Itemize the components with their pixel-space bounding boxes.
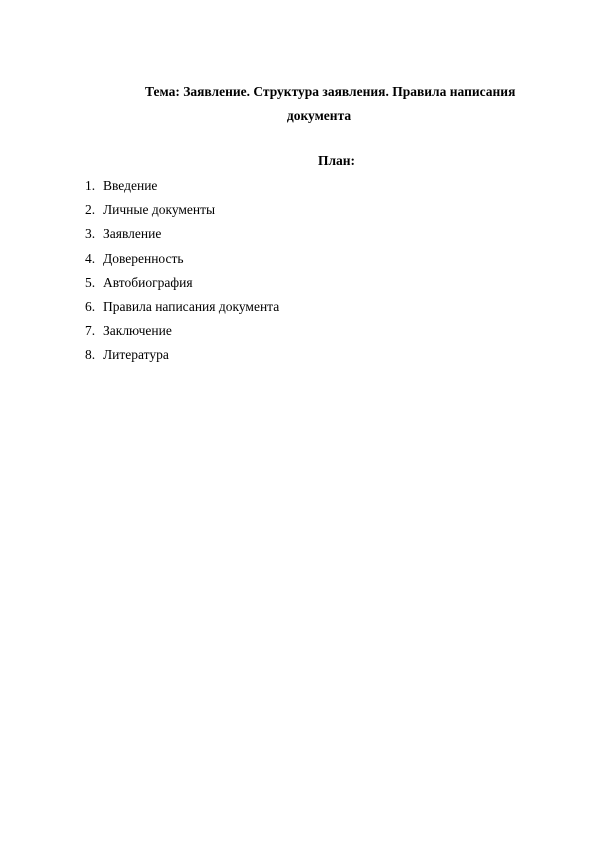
list-item-text: Заявление bbox=[103, 226, 162, 242]
list-item-text: Личные документы bbox=[103, 202, 216, 218]
list-item-text: Введение bbox=[103, 178, 158, 193]
list-item-number: 2. bbox=[85, 202, 96, 218]
title-line-1: Тема: Заявление. Структура заявления. Правила написания bbox=[145, 84, 516, 99]
list-item bbox=[85, 346, 279, 370]
list-item-text: Правила написания документа bbox=[103, 298, 280, 314]
list-item bbox=[85, 274, 279, 298]
list-item-number: 4. bbox=[85, 250, 96, 266]
list-item-text: Доверенность bbox=[103, 250, 184, 266]
list-item-text: Литература bbox=[103, 347, 169, 363]
document-title bbox=[85, 80, 553, 128]
list-item bbox=[85, 201, 279, 225]
title-line-2: документа bbox=[286, 108, 352, 123]
list-item-number: 6. bbox=[85, 298, 96, 314]
list-item-number: 5. bbox=[85, 274, 96, 290]
list-item-text: Автобиография bbox=[103, 274, 193, 290]
list-item bbox=[85, 177, 279, 201]
list-item-number: 8. bbox=[85, 347, 96, 363]
list-item bbox=[85, 322, 279, 346]
list-item-number: 1. bbox=[85, 178, 96, 193]
plan-list bbox=[85, 177, 279, 371]
list-item bbox=[85, 298, 279, 322]
list-item-number: 7. bbox=[85, 323, 96, 339]
list-item-text: Заключение bbox=[103, 323, 172, 339]
list-item-number: 3. bbox=[85, 226, 96, 242]
list-item bbox=[85, 225, 279, 249]
plan-heading: План: bbox=[317, 153, 356, 168]
list-item bbox=[85, 250, 279, 274]
